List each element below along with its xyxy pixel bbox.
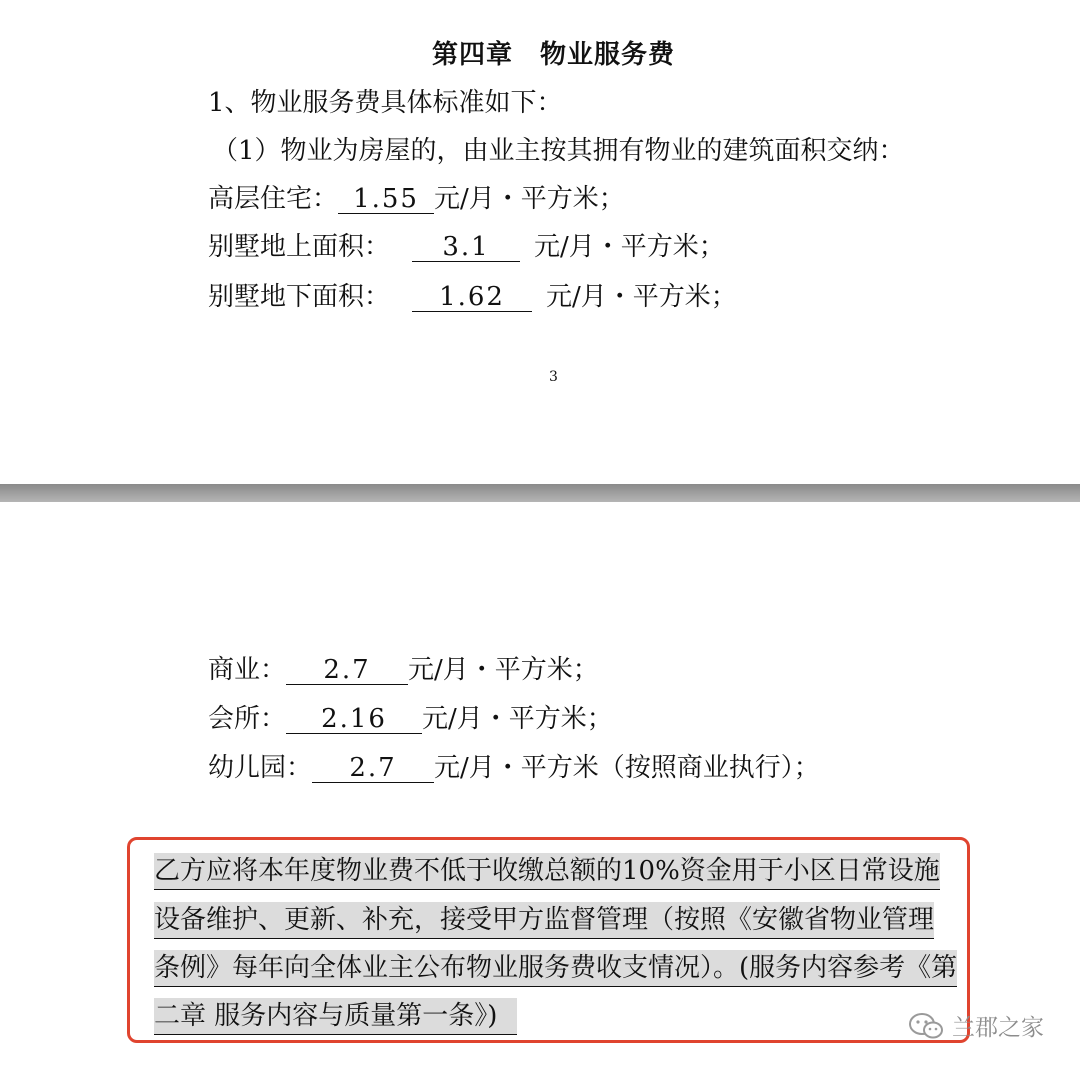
wechat-icon	[908, 1012, 944, 1040]
rate-line-commercial	[208, 653, 599, 687]
rate-label: 别墅地下面积：	[208, 282, 391, 312]
rate-value: 3.1	[412, 233, 520, 262]
rate-value: 1.55	[338, 185, 434, 214]
rate-label: 高层住宅：	[208, 184, 339, 214]
page-number: 3	[549, 369, 558, 385]
rate-unit: 元/月・平方米（按照商业执行）；	[434, 753, 820, 783]
rate-label: 别墅地上面积：	[208, 232, 391, 262]
notice-line-2: 设备维护、更新、补充，接受甲方监督管理（按照《安徽省物业管理	[154, 902, 934, 939]
fee-standard-clause: 1、物业服务费具体标准如下：	[208, 88, 563, 118]
rate-line-villa-underground	[208, 280, 737, 314]
rate-line-highrise	[208, 182, 625, 216]
rate-unit: 元/月・平方米；	[434, 184, 625, 214]
rate-value: 1.62	[412, 283, 532, 312]
wechat-watermark	[908, 1009, 1044, 1042]
rate-line-clubhouse	[208, 702, 613, 736]
watermark-text: 兰郡之家	[952, 1015, 1044, 1041]
chapter-title: 第四章 物业服务费	[431, 40, 675, 70]
rate-line-kindergarten	[208, 751, 820, 785]
rate-label: 幼儿园：	[208, 753, 313, 783]
housing-fee-subclause: （1）物业为房屋的，由业主按其拥有物业的建筑面积交纳：	[212, 136, 905, 166]
notice-line-4: 二章 服务内容与质量第一条》)	[154, 998, 517, 1035]
rate-value: 2.7	[312, 754, 434, 783]
rate-value: 2.7	[286, 656, 408, 685]
rate-unit: 元/月・平方米；	[408, 655, 599, 685]
rate-value: 2.16	[286, 705, 422, 734]
rate-unit: 元/月・平方米；	[534, 232, 725, 262]
document-page-3	[0, 0, 1080, 484]
rate-line-villa-above-ground	[208, 230, 725, 264]
notice-line-3: 条例》每年向全体业主公布物业服务费收支情况）。(服务内容参考《第	[154, 950, 957, 987]
rate-unit: 元/月・平方米；	[422, 704, 613, 734]
rate-label: 商业：	[208, 655, 287, 685]
notice-line-1: 乙方应将本年度物业费不低于收缴总额的10%资金用于小区日常设施	[154, 853, 940, 890]
rate-unit: 元/月・平方米；	[546, 282, 737, 312]
rate-label: 会所：	[208, 704, 287, 734]
page-separator	[0, 484, 1080, 502]
